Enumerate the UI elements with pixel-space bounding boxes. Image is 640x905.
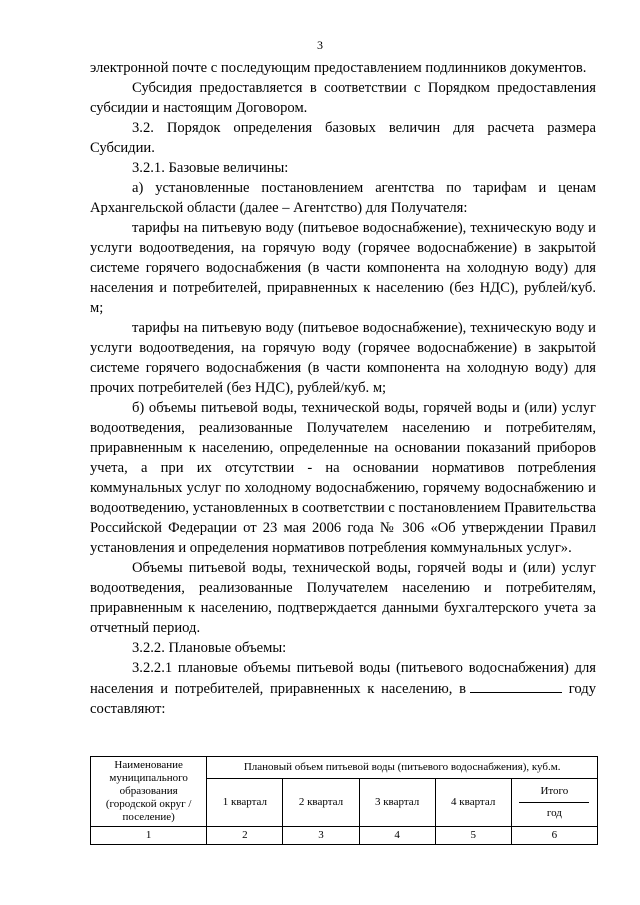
paragraph-continuation: электронной почте с последующим предоставлением подлинников документов. — [90, 60, 587, 76]
column-number: 5 — [435, 827, 511, 845]
quarter-4-header: 4 квартал — [435, 778, 511, 826]
tariffs-population: тарифы на питьевую воду (питьевое водоснабжение), техническую воду и услуги водоотведения, на горячую воду (горячее водоснабжение) в закрытой системе горячего водоснабжения (в части компонента на холодную воду) для населения и потребителей, приравненных к населению (без НДС), рублей/куб. м; — [90, 220, 596, 316]
quarter-3-header: 3 квартал — [359, 778, 435, 826]
column-number: 4 — [359, 827, 435, 845]
total-label: Итого — [540, 784, 569, 797]
table-header-row — [91, 757, 598, 779]
page-number: 3 — [317, 38, 323, 52]
column-number: 3 — [283, 827, 359, 845]
tariffs-other: тарифы на питьевую воду (питьевое водоснабжение), техническую воду и услуги водоотведения, на горячую воду (горячее водоснабжение) в закрытой системе горячего водоснабжения (в части компонента на холодную воду) для прочих потребителей (без НДС), рублей/куб. м; — [90, 320, 596, 396]
table-row — [91, 827, 598, 845]
section-3-2-2-1 — [90, 658, 596, 719]
year-label: год — [546, 806, 562, 819]
paragraph-subsidy: Субсидия предоставляется в соответствии с Порядком предоставления субсидии и настоящим Договором. — [90, 80, 596, 116]
planned-volume-header: Плановый объем питьевой воды (питьевого водоснабжения), куб.м. — [207, 757, 598, 779]
section-3-2-2-1-text: 3.2.2.1 плановые объемы питьевой воды (питьевого водоснабжения) для населения и потребителей, приравненных к населению, в — [90, 660, 596, 697]
item-b: б) объемы питьевой воды, технической воды, горячей воды и (или) услуг водоотведения, реализованные Получателем населению и потребителям, приравненным к населению, определенные на основании показаний приборов учета, а при их отсутствии - на основании нормативов потребления коммунальных услуг по холодному водоснабжению, горячему водоснабжению и водоотведению, установленных в соответствии с постановлением Правительства Российской Федерации от 23 мая 2006 года № 306 «Об утверждении Правил установления и определения нормативов потребления коммунальных услуг». — [90, 400, 596, 556]
section-3-2-2-heading: 3.2.2. Плановые объемы: — [132, 640, 287, 656]
quarter-1-header: 1 квартал — [207, 778, 283, 826]
volumes-confirmation: Объемы питьевой воды, технической воды, горячей воды и (или) услуг водоотведения, реализованные Получателем населению и потребителям, приравненным к населению, подтверждается данными бухгалтерского учета за отчетный период. — [90, 560, 596, 636]
section-3-2-2-1-tail: году составляют: — [90, 681, 596, 717]
quarter-2-header: 2 квартал — [283, 778, 359, 826]
total-year-blank — [519, 802, 589, 803]
document-body — [90, 58, 596, 719]
column-number: 6 — [511, 827, 597, 845]
year-blank-line — [470, 678, 562, 693]
planned-volumes-table — [90, 756, 598, 845]
section-3-2-heading: 3.2. Порядок определения базовых величин для расчета размера Субсидии. — [90, 120, 596, 156]
column-number: 2 — [207, 827, 283, 845]
item-a: а) установленные постановлением агентства по тарифам и ценам Архангельской области (далее – Агентство) для Получателя: — [90, 180, 596, 216]
total-header — [511, 778, 597, 826]
column-number: 1 — [91, 827, 207, 845]
municipality-header: Наименование муниципального образования (городской округ / поселение) — [91, 757, 207, 827]
section-3-2-1-heading: 3.2.1. Базовые величины: — [132, 160, 289, 176]
